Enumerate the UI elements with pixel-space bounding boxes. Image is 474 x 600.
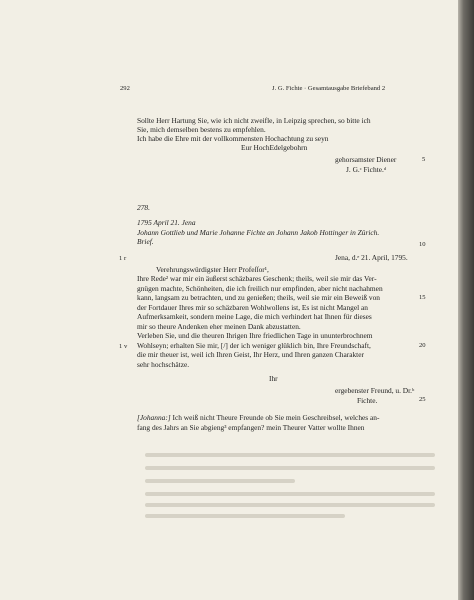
letter-description: Brief.: [137, 237, 154, 246]
body-line: Sollte Herr Hartung Sie, wie ich nicht zweifle, in Leipzig sprechen, so bitte ich: [137, 116, 371, 125]
body-line: gehorsamster Diener: [335, 155, 397, 164]
body-line: Wohlseyn; erhalten Sie mir, [/] der ich weniger glüklich bin, Ihre Freundschaft,: [137, 341, 371, 350]
body-line: J. G.ᶜ Fichte.ᵈ: [346, 165, 387, 174]
footnote-line: [145, 466, 435, 470]
letter-number: 278.: [137, 203, 150, 212]
body-line: gnügen machte, Schönheiten, die ich freilich nur empfinden, aber nicht nachahmen: [137, 284, 383, 293]
line-number: 20: [419, 342, 426, 349]
line-number: 10: [419, 241, 426, 248]
line-number: 25: [419, 396, 426, 403]
running-title: J. G. Fichte · Gesamtausgabe Briefeband 2: [272, 85, 386, 92]
page-number: 292: [120, 85, 130, 92]
footnote-line: [145, 492, 435, 496]
johanna-postscript: [137, 413, 379, 422]
letter-date-place: 1795 April 21. Jena: [137, 218, 196, 227]
closing-signature: Fichte.: [357, 396, 378, 405]
dateline: Jena, d.ᵉ 21. April, 1795.: [335, 253, 408, 262]
folio-marker: 1 v: [119, 343, 128, 350]
body-line: Sie, mich demselben bestens zu empfehlen.: [137, 125, 266, 134]
footnote-line: [145, 503, 435, 507]
salutation: Verehrungswürdigster Herr Profeſſor¹,: [156, 265, 269, 274]
letter-description: Johann Gottlieb und Marie Johanne Fichte an Johann Jakob Hottinger in Zürich.: [137, 228, 380, 237]
line-number: 15: [419, 294, 426, 301]
closing-line: ergebenster Freund, u. Dr.ᵇ: [335, 386, 415, 395]
closing-ihr: Ihr: [269, 374, 278, 383]
footnote-line: [145, 479, 295, 483]
body-line: der Fortdauer Ihres mir so schäzbaren Wohlwollens ist, Es ist nicht Mangel an: [137, 303, 368, 312]
footnote-line: [145, 453, 435, 457]
body-line: sehr hochschätze.: [137, 360, 190, 369]
body-line: kann, langsam zu betrachten, und zu genießen; theils, weil sie mir ein Beweiß von: [137, 293, 380, 302]
body-line: die mir theuer ist, weil ich Ihren Geist, Ihr Herz, und Ihren ganzen Charakter: [137, 350, 364, 359]
body-line: Ihre Rede² war mir ein äußerst schäzbares Geschenk; theils, weil sie mir das Ver-: [137, 274, 377, 283]
footnote-line: [145, 514, 345, 518]
body-line: Aufmerksamkeit, sondern meine Lage, die mich verhindert hat Ihnen für dieses: [137, 312, 372, 321]
page-edge-shadow: [458, 0, 474, 600]
johanna-tag: [Johanna:]: [137, 413, 171, 422]
line-number: 5: [422, 156, 426, 163]
johanna-text: Ich weiß nicht Theure Freunde ob Sie mein Geschreibsel, welches an-: [170, 413, 380, 422]
body-line: fang des Jahrs an Sie abgieng³ empfangen? mein Theurer Vatter wollte Ihnen: [137, 423, 365, 432]
body-line: Ich habe die Ehre mit der vollkommensten Hochachtung zu seyn: [137, 134, 329, 143]
folio-marker: 1 r: [119, 255, 127, 262]
body-line: mir so theure Andenken eher meinen Dank abzustatten.: [137, 322, 301, 331]
body-line: Eur HochEdelgebohrn: [241, 143, 308, 152]
body-line: Verleben Sie, und die theuren Ihrigen Ihre friedlichen Tage in ununterbrochnem: [137, 331, 373, 340]
